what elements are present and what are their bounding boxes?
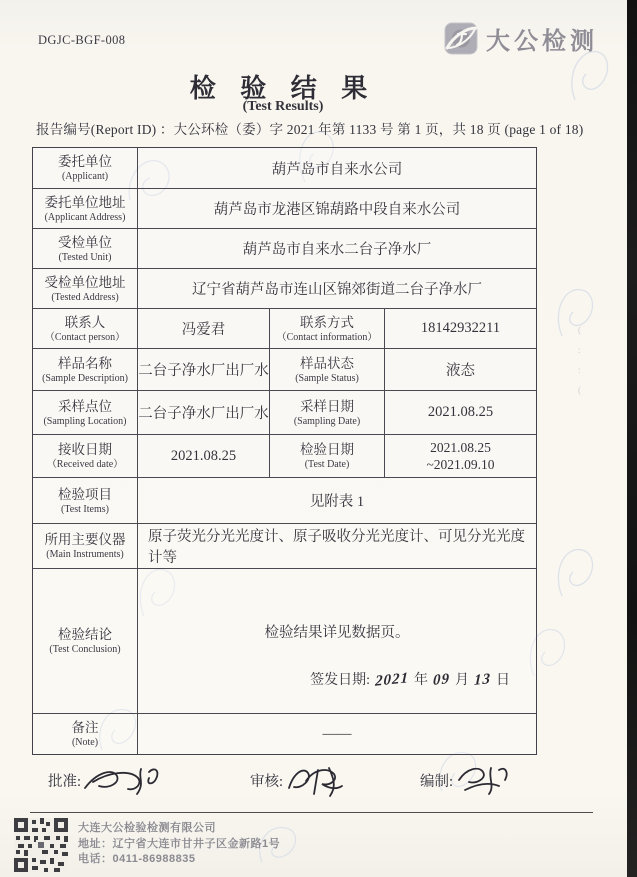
review-label: 审核: xyxy=(250,774,284,790)
row-label xyxy=(33,714,138,754)
row-label xyxy=(33,391,138,434)
table-row xyxy=(33,435,536,478)
label-cn: 委托单位 xyxy=(58,154,112,169)
label-en: （Received date） xyxy=(46,459,124,470)
row-label xyxy=(33,148,138,188)
label-en: (Applicant Address) xyxy=(44,211,126,223)
label-cn: 采样点位 xyxy=(58,398,112,414)
label-cn: 联系方式 xyxy=(300,314,354,330)
row-label xyxy=(33,524,138,568)
label-en: (Main Instruments) xyxy=(46,549,124,560)
sign-date-line xyxy=(310,669,510,689)
label-en: (Test Date) xyxy=(304,459,350,470)
table-row xyxy=(33,309,536,349)
row-value-2: 2021.08.25 xyxy=(427,404,494,420)
month-unit: 月 xyxy=(455,673,469,688)
row-value: 二台子净水厂出厂水 xyxy=(138,349,270,390)
row-value: 辽宁省葫芦岛市连山区锦郊街道二台子净水厂 xyxy=(192,282,482,298)
label-cn: 检验日期 xyxy=(300,442,354,457)
label-en: (Tested Unit) xyxy=(58,251,112,263)
day-unit: 日 xyxy=(496,673,510,688)
table-row xyxy=(33,569,536,714)
row-label xyxy=(33,478,138,523)
table-row xyxy=(33,148,536,189)
label-en: (Test Items) xyxy=(61,503,109,515)
qr-code xyxy=(14,818,68,872)
row-value-2: 液态 xyxy=(446,363,475,379)
row-value: 2021.08.25 xyxy=(138,435,270,477)
label-en: （Contact person） xyxy=(44,331,126,343)
approve-signature-icon xyxy=(83,762,161,802)
label-cn: 样品状态 xyxy=(300,355,354,371)
table-row xyxy=(33,349,536,391)
label-cn: 检验结论 xyxy=(58,627,112,642)
row-value: —— xyxy=(322,725,352,742)
row-label xyxy=(33,569,138,713)
table-row xyxy=(33,524,536,569)
conclusion-cell xyxy=(138,569,536,713)
year-unit: 年 xyxy=(414,673,428,688)
row-label xyxy=(33,349,138,390)
brand-logo xyxy=(444,21,598,56)
table-row xyxy=(33,229,536,269)
row-label xyxy=(33,435,138,477)
page-title: 检 验 结 果 xyxy=(189,74,377,103)
label-en: （Contact information） xyxy=(276,331,378,343)
page-subtitle: (Test Results) xyxy=(242,99,324,114)
prepare-signature-icon xyxy=(455,762,511,800)
prepare-signature-block xyxy=(420,770,511,800)
test-date-start: 2021.08.25 xyxy=(430,440,491,455)
label-en: (Note) xyxy=(71,737,99,748)
label-cn: 受检单位地址 xyxy=(44,274,126,290)
sign-year-handwritten: 2021 xyxy=(374,670,410,690)
row-label xyxy=(33,309,138,348)
label-cn: 联系人 xyxy=(64,314,106,330)
row-label-2 xyxy=(270,309,385,348)
label-cn: 所用主要仪器 xyxy=(44,532,126,547)
label-cn: 备注 xyxy=(71,720,99,735)
brand-name: 大公检测 xyxy=(486,29,598,55)
table-row xyxy=(33,269,536,309)
table-row xyxy=(33,714,536,754)
signoff-row xyxy=(0,762,600,808)
label-en: (Applicant) xyxy=(61,171,109,182)
row-value-2 xyxy=(385,435,536,477)
label-cn: 检验项目 xyxy=(58,486,112,502)
label-cn: 采样日期 xyxy=(300,398,354,414)
review-signature-icon xyxy=(285,762,355,804)
label-en: (Sampling Date) xyxy=(293,415,361,427)
form-code: DGJC-BGF-008 xyxy=(38,33,126,47)
sign-month-handwritten: 09 xyxy=(432,671,451,689)
label-en: (Sampling Location) xyxy=(43,415,127,427)
row-value: 葫芦岛市自来水二台子净水厂 xyxy=(242,242,432,258)
row-label-2 xyxy=(270,391,385,434)
footer-company: 大连大公检验检测有限公司 xyxy=(78,822,216,834)
dagong-logo-icon xyxy=(444,22,478,55)
conclusion-text: 检验结果详见数据页。 xyxy=(264,625,410,641)
label-cn: 受检单位 xyxy=(58,234,112,250)
row-label xyxy=(33,269,138,308)
row-value: 见附表 1 xyxy=(309,494,365,510)
approve-signature-block xyxy=(48,770,161,802)
watermark-swirl xyxy=(548,280,603,345)
footer-phone: 电话：0411-86988835 xyxy=(78,853,196,865)
footer-address: 地址：辽宁省大连市甘井子区金新路1号 xyxy=(78,837,281,850)
row-label xyxy=(33,229,138,268)
sign-date-label: 签发日期: xyxy=(310,673,370,688)
row-value: 葫芦岛市自来水公司 xyxy=(271,161,403,178)
table-row xyxy=(33,391,536,435)
row-label xyxy=(33,189,138,228)
row-value: 二台子净水厂出厂水 xyxy=(138,391,270,434)
watermark-swirl xyxy=(548,540,603,605)
test-date-end: ~2021.09.10 xyxy=(426,457,495,472)
report-id-line: 报告编号(Report ID) ：大公环检（委）字 2021 年第 1133 号 第 1 页，共 18 页 (page 1 of 18) xyxy=(36,122,584,137)
label-cn: 接收日期 xyxy=(58,442,112,457)
row-value: 葫芦岛市龙港区锦葫路中段自来水公司 xyxy=(213,202,461,218)
footer-divider xyxy=(30,812,593,813)
row-value-2: 18142932211 xyxy=(420,320,501,336)
approve-label: 批准: xyxy=(48,774,82,790)
label-en: (Test Conclusion) xyxy=(49,644,121,655)
row-label-2 xyxy=(270,349,385,390)
bleed-through-marks: ( : : ( xyxy=(578,325,581,395)
row-label-2 xyxy=(270,435,385,477)
review-signature-block xyxy=(250,770,355,804)
footer-company-block xyxy=(78,821,280,868)
row-value: 冯爱君 xyxy=(138,309,270,348)
label-cn: 样品名称 xyxy=(58,355,112,371)
label-cn: 委托单位地址 xyxy=(44,194,126,210)
label-en: (Tested Address) xyxy=(51,291,119,303)
label-en: (Sample Status) xyxy=(295,372,359,384)
table-row xyxy=(33,189,536,229)
row-value: 原子荧光分光光度计、原子吸收分光光度计、可见分光光度计等 xyxy=(148,529,525,566)
prepare-label: 编制: xyxy=(420,774,454,790)
label-en: (Sample Description) xyxy=(42,372,128,384)
table-row xyxy=(33,478,536,524)
scan-edge-strip xyxy=(627,0,637,877)
report-table xyxy=(32,147,537,755)
sign-day-handwritten: 13 xyxy=(473,671,492,689)
